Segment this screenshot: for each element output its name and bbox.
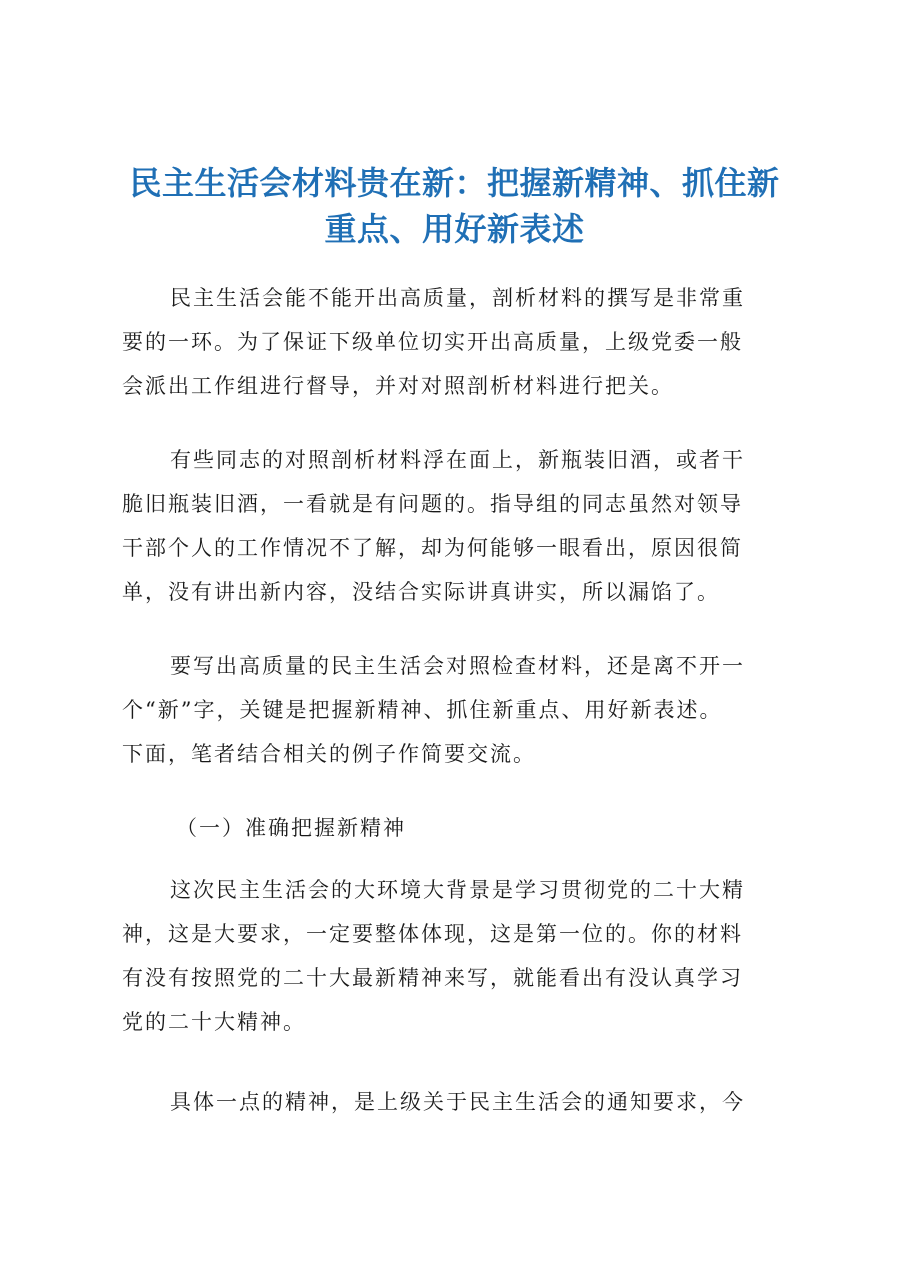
paragraph-line: 这次民主生活会的大环境大背景是学习贯彻党的二十大精 — [170, 878, 745, 902]
paragraph-line: 要写出高质量的民主生活会对照检查材料，还是离不开一 — [170, 654, 745, 678]
paragraph-line: 民主生活会能不能开出高质量，剖析材料的撰写是非常重 — [170, 286, 745, 310]
title-line: 重点、用好新表述 — [324, 210, 585, 248]
paragraph-line: 要的一环。为了保证下级单位切实开出高质量，上级党委一般 — [122, 330, 743, 354]
paragraph-line: 干部个人的工作情况不了解，却为何能够一眼看出，原因很简 — [122, 536, 743, 560]
paragraph-line: 有些同志的对照剖析材料浮在面上，新瓶装旧酒，或者干 — [170, 448, 745, 472]
paragraph-line: 个“新”字，关键是把握新精神、抓住新重点、用好新表述。 — [122, 698, 723, 722]
paragraph-2 — [122, 438, 792, 614]
paragraph-5 — [122, 1080, 792, 1124]
paragraph-line: 具体一点的精神，是上级关于民主生活会的通知要求，今 — [170, 1090, 745, 1114]
paragraph-line: 单，没有讲出新内容，没结合实际讲真讲实，所以漏馅了。 — [122, 580, 720, 604]
section-heading: （一）准确把握新精神 — [176, 816, 406, 840]
paragraph-4 — [122, 868, 792, 1044]
paragraph-line: 党的二十大精神。 — [122, 1010, 306, 1034]
paragraph-line: 神，这是大要求，一定要整体体现，这是第一位的。你的材料 — [122, 922, 743, 946]
paragraph-1 — [122, 276, 792, 408]
paragraph-line: 有没有按照党的二十大最新精神来写，就能看出有没认真学习 — [122, 966, 743, 990]
paragraph-line: 会派出工作组进行督导，并对对照剖析材料进行把关。 — [122, 374, 674, 398]
title-line: 民主生活会材料贵在新：把握新精神、抓住新 — [129, 164, 780, 202]
paragraph-line: 下面，笔者结合相关的例子作简要交流。 — [122, 742, 536, 766]
paragraph-3 — [122, 644, 792, 776]
document-title — [100, 160, 809, 252]
paragraph-line: 脆旧瓶装旧酒，一看就是有问题的。指导组的同志虽然对领导 — [122, 492, 743, 516]
